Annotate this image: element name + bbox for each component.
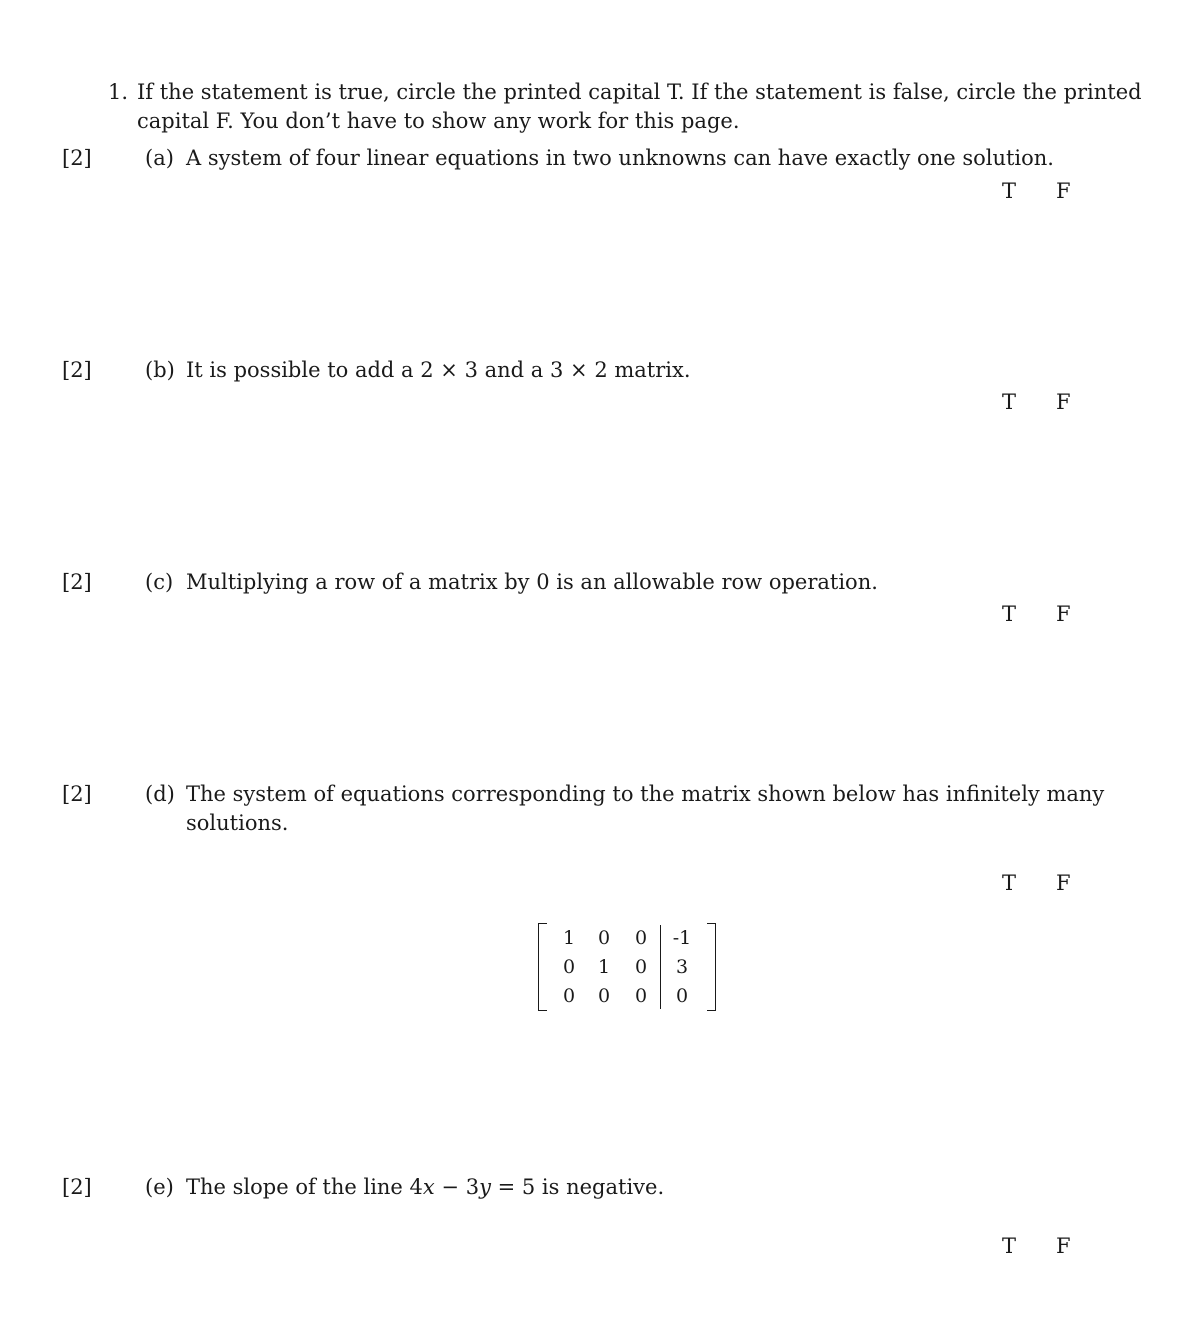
- matrix-cell: 0: [634, 956, 648, 978]
- matrix-cell: 0: [597, 985, 611, 1007]
- matrix-cell: 3: [675, 956, 689, 978]
- instructions-line-2: capital F. You don’t have to show any work for this page.: [137, 109, 740, 133]
- part-c-statement: Multiplying a row of a matrix by 0 is an allowable row operation.: [186, 570, 878, 594]
- part-a-true-option[interactable]: T: [1002, 179, 1017, 203]
- part-e-label: (e): [145, 1175, 174, 1199]
- part-b-false-option[interactable]: F: [1056, 390, 1071, 414]
- matrix-cell: 0: [634, 985, 648, 1007]
- marks-part-c: [2]: [62, 570, 92, 594]
- part-d-statement-line-1: The system of equations corresponding to the matrix shown below has infinitely many: [186, 782, 1105, 806]
- part-a-statement: A system of four linear equations in two unknowns can have exactly one solution.: [186, 146, 1054, 170]
- part-a-label: (a): [145, 146, 174, 170]
- part-d-true-option[interactable]: T: [1002, 871, 1017, 895]
- instructions-line-1: If the statement is true, circle the printed capital T. If the statement is false, circle the printed: [137, 80, 1142, 104]
- part-b-statement: It is possible to add a 2 × 3 and a 3 × 2 matrix.: [186, 358, 691, 382]
- marks-part-d: [2]: [62, 782, 92, 806]
- part-e-statement: The slope of the line 4x − 3y = 5 is negative.: [186, 1175, 665, 1199]
- part-c-label: (c): [145, 570, 174, 594]
- marks-part-b: [2]: [62, 358, 92, 382]
- part-c-true-option[interactable]: T: [1002, 602, 1017, 626]
- matrix-cell: -1: [672, 927, 692, 949]
- part-e-true-option[interactable]: T: [1002, 1234, 1017, 1258]
- matrix-left-bracket: [538, 923, 547, 1011]
- part-d-label: (d): [145, 782, 175, 806]
- part-e-false-option[interactable]: F: [1056, 1234, 1071, 1258]
- marks-part-e: [2]: [62, 1175, 92, 1199]
- matrix-cell: 0: [562, 956, 576, 978]
- matrix-cell: 0: [562, 985, 576, 1007]
- matrix-cell: 1: [562, 927, 576, 949]
- matrix-cell: 0: [634, 927, 648, 949]
- matrix-cell: 0: [597, 927, 611, 949]
- augmented-matrix: [538, 923, 716, 1011]
- part-d-statement-line-2: solutions.: [186, 811, 289, 835]
- part-d-false-option[interactable]: F: [1056, 871, 1071, 895]
- matrix-cell: 0: [675, 985, 689, 1007]
- marks-part-a: [2]: [62, 146, 92, 170]
- question-number: 1.: [108, 80, 129, 104]
- part-c-false-option[interactable]: F: [1056, 602, 1071, 626]
- part-b-label: (b): [145, 358, 175, 382]
- matrix-augment-divider: [660, 925, 661, 1009]
- matrix-cell: 1: [597, 956, 611, 978]
- matrix-right-bracket: [707, 923, 716, 1011]
- part-b-true-option[interactable]: T: [1002, 390, 1017, 414]
- part-a-false-option[interactable]: F: [1056, 179, 1071, 203]
